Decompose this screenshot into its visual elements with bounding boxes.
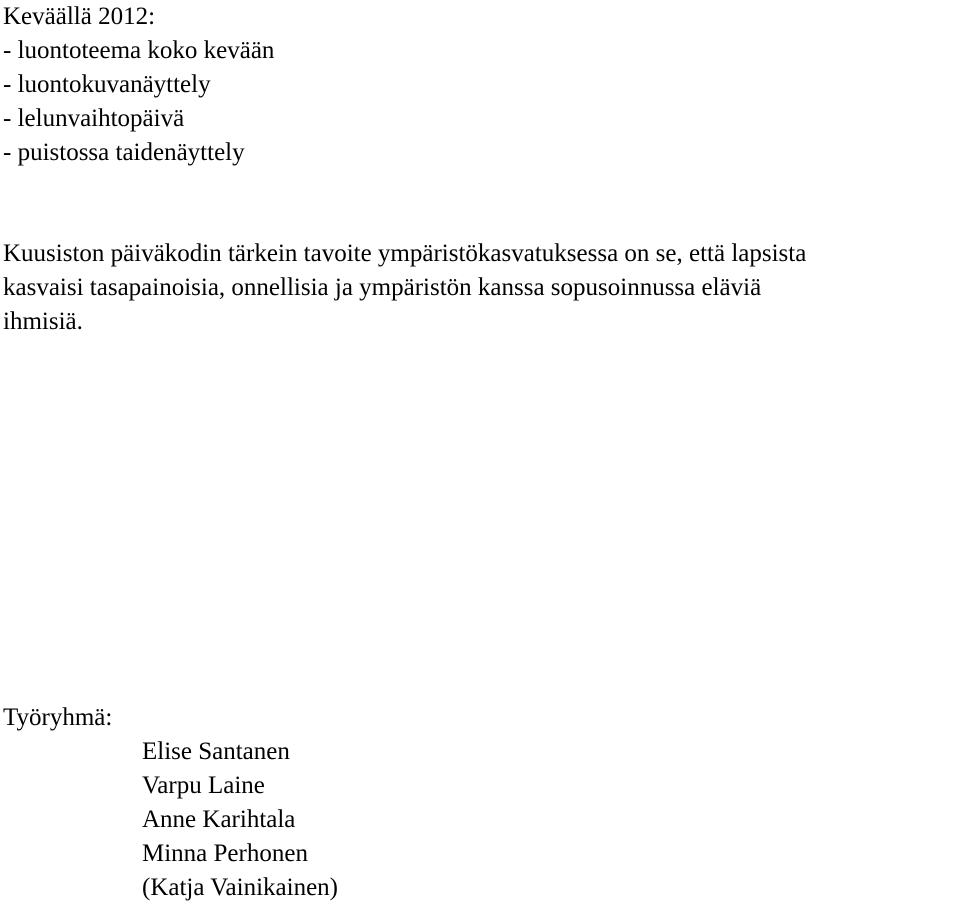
goal-paragraph-line: kasvaisi tasapainoisia, onnellisia ja ympäristön kanssa sopusoinnussa eläviä xyxy=(3,274,762,301)
spring-list-item: - luontokuvanäyttely xyxy=(3,71,211,98)
goal-paragraph-line: ihmisiä. xyxy=(3,308,83,335)
goal-paragraph-line: Kuusiston päiväkodin tärkein tavoite ympäristökasvatuksessa on se, että lapsista xyxy=(3,240,807,267)
working-group-member: Minna Perhonen xyxy=(142,840,308,867)
spring-heading: Keväällä 2012: xyxy=(3,3,156,30)
working-group-label: Työryhmä: xyxy=(3,704,113,731)
working-group-member: Anne Karihtala xyxy=(142,806,296,833)
spring-list-item: - lelunvaihtopäivä xyxy=(3,105,185,132)
working-group-member: Elise Santanen xyxy=(142,738,290,765)
working-group-member: (Katja Vainikainen) xyxy=(142,874,338,901)
spring-list-item: - luontoteema koko kevään xyxy=(3,37,275,64)
working-group-member: Varpu Laine xyxy=(142,772,265,799)
spring-list-item: - puistossa taidenäyttely xyxy=(3,139,245,166)
